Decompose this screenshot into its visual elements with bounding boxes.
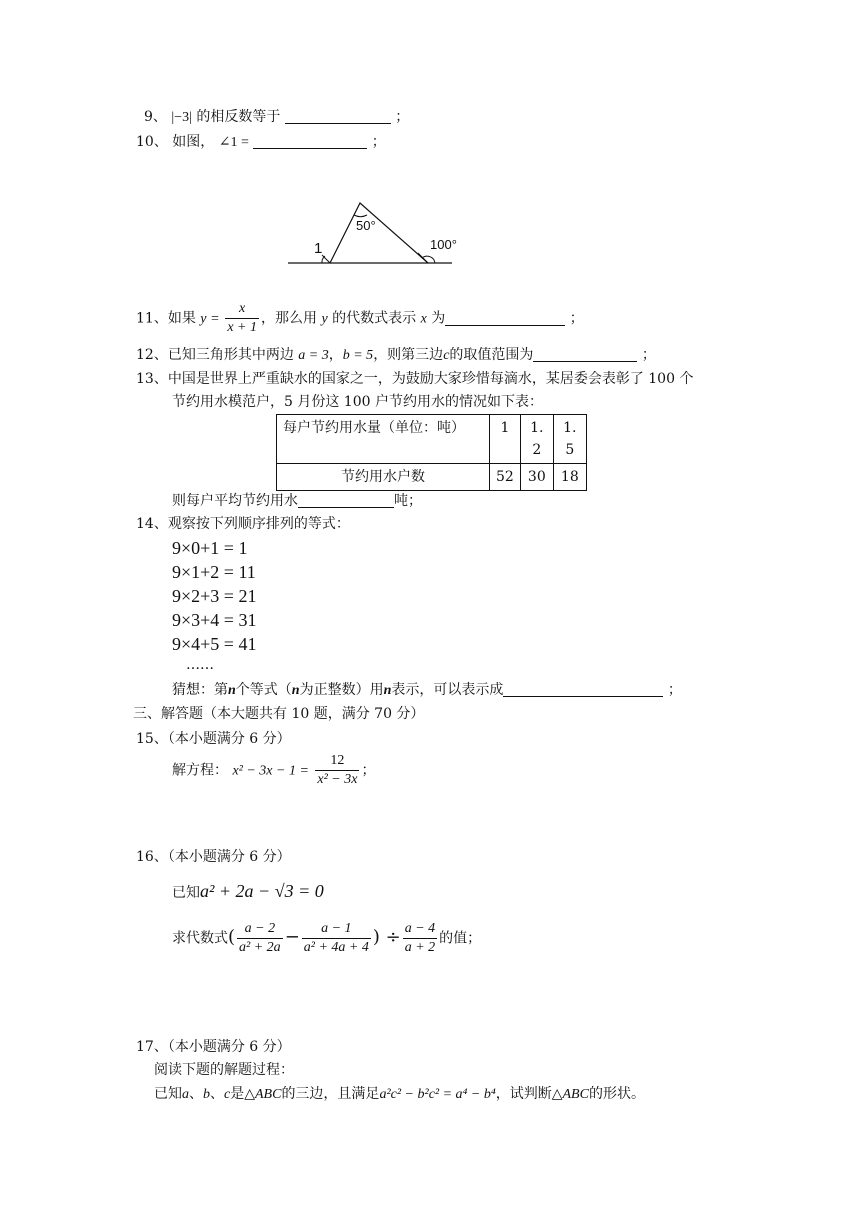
question-11: 11、如果 y = $\frac{x}{x + 1}$ ，那么用 y 的代数式表示 x 为 ； xyxy=(136,301,584,335)
table-cell: 18 xyxy=(553,464,586,491)
question-number: 10、 xyxy=(136,134,168,150)
figure-label-50: 50° xyxy=(356,218,376,233)
fraction: $\frac{12}{\text{x² − 3x}}$ xyxy=(317,753,358,787)
question-number: 9、 xyxy=(144,109,167,125)
answer-blank[interactable] xyxy=(298,493,394,508)
fraction: $\frac{a - 1}{\text{a² + 4a + 4}}$ xyxy=(303,921,369,955)
table-cell: 1. 5 xyxy=(553,415,586,464)
question-9: 9、 |−3| 的相反数等于 ； xyxy=(144,109,410,125)
fraction: $\frac{a - 4}{a + 2}$ xyxy=(404,921,436,955)
section-heading: 三、解答题（本大题共有 10 题，满分 70 分） xyxy=(133,706,425,722)
fraction: $\frac{x}{x + 1}$ xyxy=(227,301,257,335)
question-number: 15、 xyxy=(136,731,168,747)
question-15-body: 解方程： x² − 3x − 1 = $\frac{12}{\text{x² − 3x}}$ ； xyxy=(172,753,376,787)
question-13-line-1: 13、中国是世界上严重缺水的国家之一，为鼓励大家珍惜每滴水，某居委会表彰了 100 个 xyxy=(136,371,694,387)
triangle-figure xyxy=(280,195,470,275)
question-number: 12、 xyxy=(136,347,168,363)
question-text: 的相反数等于 xyxy=(196,109,281,125)
table-header-cell: 每户节约用水量（单位：吨） xyxy=(277,415,490,464)
answer-blank[interactable] xyxy=(445,311,565,326)
question-17-line-2: 已知a、b、c是△ABC的三边，且满足a²c² − b²c² = a⁴ − b⁴，试判断△ABC的形状。 xyxy=(154,1086,645,1102)
question-10: 10、 如图， ∠1 = ； xyxy=(136,134,386,150)
question-16-header: 16、（本小题满分 6 分） xyxy=(136,849,291,865)
table-row xyxy=(277,415,587,464)
ellipsis: …… xyxy=(186,657,214,673)
answer-blank[interactable] xyxy=(253,134,367,149)
water-saving-table xyxy=(276,414,587,491)
question-16-given: 已知a² + 2a − √3 = 0 xyxy=(172,881,324,901)
question-14-guess: 猜想：第n个等式（n为正整数）用n表示，可以表示成 ； xyxy=(172,682,682,698)
question-16-ask: 求代数式( $\frac{a - 2}{\text{a² + 2a}}$ − $\frac{a - 1}{\text{a² + 4a + 4}}$ ) ÷ $\frac{a - 4}{a + 2}$ 的值； xyxy=(172,921,482,955)
fraction: $\frac{a - 2}{\text{a² + 2a}}$ xyxy=(239,921,281,955)
figure-label-1: 1 xyxy=(314,240,323,257)
table-cell: 1. 2 xyxy=(520,415,553,464)
table-cell: 1 xyxy=(490,415,521,464)
table-header-cell: 节约用水户数 xyxy=(277,464,490,491)
question-12: 12、已知三角形其中两边 a = 3，b = 5，则第三边c的取值范围为 ； xyxy=(136,347,656,363)
question-13-line-2: 节约用水模范户，5 月份这 100 户节约用水的情况如下表： xyxy=(172,394,543,410)
equation-line: 9×0+1 = 1 xyxy=(172,538,248,558)
answer-blank[interactable] xyxy=(533,347,637,362)
question-17-line-1: 阅读下题的解题过程： xyxy=(154,1062,294,1078)
table-cell: 30 xyxy=(520,464,553,491)
answer-blank[interactable] xyxy=(285,109,391,124)
question-number: 11、 xyxy=(136,310,168,327)
question-15-header: 15、（本小题满分 6 分） xyxy=(136,731,291,747)
answer-blank[interactable] xyxy=(503,682,663,697)
question-number: 13、 xyxy=(136,371,168,387)
question-13-answer: 则每户平均节约用水 吨； xyxy=(172,493,422,509)
question-number: 17、 xyxy=(136,1039,168,1055)
figure-label-100: 100° xyxy=(430,237,457,252)
equation-line: 9×3+4 = 31 xyxy=(172,610,257,630)
equation-line: 9×4+5 = 41 xyxy=(172,634,257,654)
question-17-header: 17、（本小题满分 6 分） xyxy=(136,1039,291,1055)
question-number: 14、 xyxy=(136,516,168,532)
table-row xyxy=(277,464,587,491)
equation-line: 9×2+3 = 21 xyxy=(172,586,257,606)
angle-expression: ∠1 = xyxy=(218,135,249,150)
equation-line: 9×1+2 = 11 xyxy=(172,562,256,582)
question-14: 14、观察按下列顺序排列的等式： xyxy=(136,516,350,532)
question-text: 如图， xyxy=(172,134,215,150)
math-expression: |−3| xyxy=(171,110,192,125)
question-number: 16、 xyxy=(136,849,168,865)
table-cell: 52 xyxy=(490,464,521,491)
